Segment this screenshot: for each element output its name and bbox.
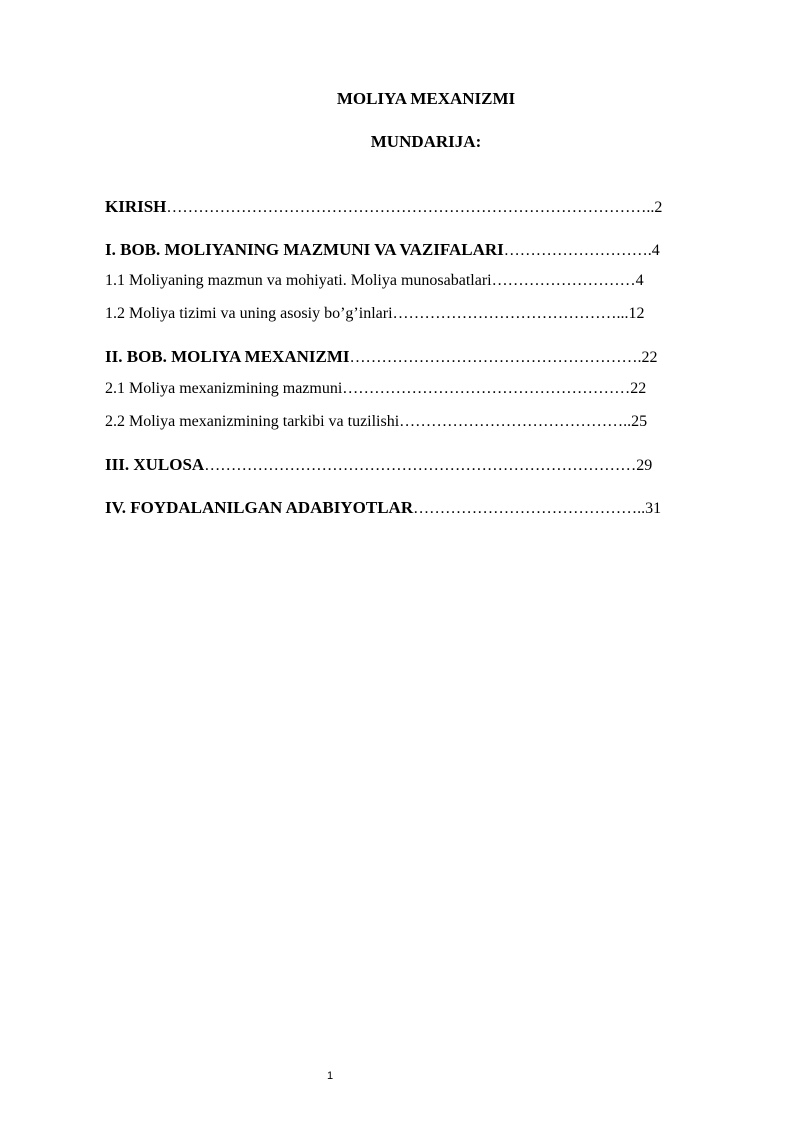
toc-entry-label: I. BOB. MOLIYANING MAZMUNI VA VAZIFALARI bbox=[105, 240, 504, 259]
toc-page-number: 29 bbox=[636, 457, 653, 474]
toc-page-number: 31 bbox=[645, 500, 662, 517]
page-number: 1 bbox=[326, 1070, 334, 1082]
toc-leader-dots: ……………………………………………………………………… bbox=[204, 457, 637, 474]
toc-leader-dots: ………………………. bbox=[503, 242, 652, 259]
toc-entry-conclusion bbox=[105, 455, 652, 476]
toc-leader-dots: ……………………… bbox=[491, 272, 636, 289]
toc-entry-label: III. XULOSA bbox=[105, 455, 205, 474]
toc-leader-dots: ………………………………………………. bbox=[349, 349, 642, 366]
toc-entry-label: IV. FOYDALANILGAN ADABIYOTLAR bbox=[105, 498, 414, 517]
toc-entry-label: 2.1 Moliya mexanizmining mazmuni bbox=[105, 380, 343, 397]
toc-entry-1-2 bbox=[105, 304, 645, 324]
toc-page-number: 22 bbox=[630, 380, 647, 397]
toc-leader-dots: ……………………………………………………………………………….. bbox=[166, 199, 655, 216]
toc-page-number: 4 bbox=[635, 272, 644, 289]
toc-page-number: 25 bbox=[631, 413, 648, 430]
toc-entry-label: KIRISH bbox=[105, 197, 167, 216]
toc-entry-chapter-1 bbox=[105, 240, 660, 261]
toc-entry-kirish bbox=[105, 197, 662, 218]
toc-leader-dots: …………………………………….. bbox=[413, 500, 646, 517]
toc-entry-2-1 bbox=[105, 379, 646, 399]
document-title: MOLIYA MEXANIZMI bbox=[336, 89, 516, 108]
toc-page-number: 22 bbox=[641, 349, 658, 366]
toc-entry-references bbox=[105, 498, 661, 519]
toc-leader-dots: ……………………………………... bbox=[392, 305, 629, 322]
toc-leader-dots: …………………………………….. bbox=[399, 413, 632, 430]
toc-entry-label: 1.2 Moliya tizimi va uning asosiy bo’g’inlari bbox=[105, 305, 393, 322]
toc-leader-dots: ……………………………………………… bbox=[342, 380, 631, 397]
toc-page-number: 2 bbox=[654, 199, 663, 216]
toc-heading: MUNDARIJA: bbox=[370, 132, 482, 151]
toc-entry-label: 2.2 Moliya mexanizmining tarkibi va tuzilishi bbox=[105, 413, 400, 430]
toc-entry-1-1 bbox=[105, 271, 644, 291]
toc-page-number: 12 bbox=[628, 305, 645, 322]
toc-entry-label: 1.1 Moliyaning mazmun va mohiyati. Moliya munosabatlari bbox=[105, 272, 492, 289]
toc-entry-chapter-2 bbox=[105, 347, 658, 368]
toc-page-number: 4 bbox=[651, 242, 660, 259]
toc-entry-label: II. BOB. MOLIYA MEXANIZMI bbox=[105, 347, 350, 366]
toc-entry-2-2 bbox=[105, 412, 647, 432]
